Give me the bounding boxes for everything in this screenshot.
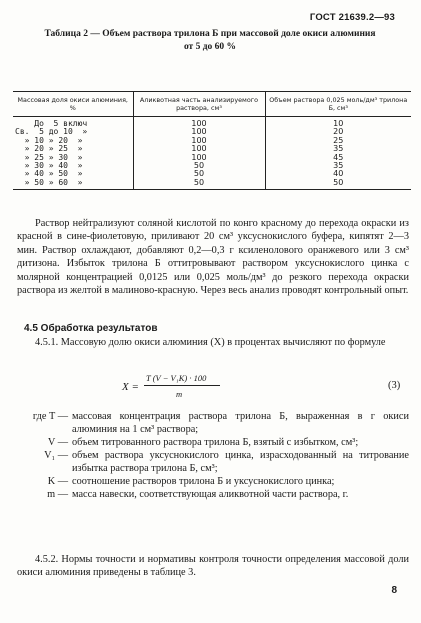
table-cell: 45	[265, 154, 411, 162]
table-cell: » 25 » 30 »	[15, 152, 83, 162]
table-cell: 100	[133, 145, 265, 153]
paragraph-text: 4.5.2. Нормы точности и нормативы контроля точности определения массовой доли окиси алюминия приведены в таблице 3.	[17, 554, 409, 579]
formula	[122, 369, 272, 403]
definition-item	[17, 436, 409, 449]
table-cell: 100	[133, 154, 265, 162]
table-cell: » 40 » 50 »	[15, 169, 83, 179]
column-header: Массовая доля окиси алюминия, %	[13, 92, 133, 117]
table-cell: » 30 » 40 »	[15, 161, 83, 171]
paragraph-text: Раствор нейтрализуют соляной кислотой по конго красному до перехода окраски из красной в сине-фиолетовую, приливают 20 см³ уксуснокислого буфера, кипятят 2—3 мин. Раствор охлаждают, добавляют 0,2—0,3 г ксиленолового оранжевого или 3 см³ дитизона. Избыток трилона Б оттитровывают раствором уксуснокислого цинка с молярной концентрацией 0,0125 или 0,025 моль/дм³ до резкого перехода окраски раствора из желтой в малиново-красную. Через весь анализ проводят контрольный опыт.	[17, 218, 409, 297]
table-row	[13, 179, 411, 190]
definition-text: массовая концентрация раствора трилона Б, выраженная в г окиси алюминия на 1 см³ раствора;	[72, 411, 409, 435]
table-cell: 50	[265, 179, 411, 190]
definition-symbol: где T —	[32, 411, 68, 422]
table-cell: 50	[133, 162, 265, 170]
table-cell: 50	[133, 170, 265, 178]
fraction-bar	[144, 385, 220, 386]
table-header-row	[13, 92, 411, 117]
document-code: ГОСТ 21639.2—93	[309, 12, 395, 23]
table-cell: 100	[133, 117, 265, 129]
variable-definitions	[17, 410, 409, 501]
table-cell: 25	[265, 137, 411, 145]
definition-symbol: K —	[47, 476, 68, 487]
table-cell: 100	[133, 128, 265, 136]
table-cell: 35	[265, 162, 411, 170]
equation-number: (3)	[388, 380, 401, 391]
formula-lhs: X =	[122, 381, 139, 393]
formula-denominator: m	[176, 389, 183, 399]
norms-paragraph	[17, 553, 409, 580]
page-number: 8	[391, 585, 397, 596]
definition-text: соотношение растворов трилона Б и уксуснокислого цинка;	[72, 476, 335, 487]
table-cell: » 20 » 25 »	[15, 144, 83, 154]
definition-text: масса навески, соответствующая аликвотной части раствора, г.	[72, 489, 349, 500]
table-cell: 10	[265, 117, 411, 129]
table-cell: 100	[133, 137, 265, 145]
table-cell: 50	[133, 179, 265, 190]
definition-item	[17, 410, 409, 436]
neutralization-paragraph	[17, 217, 409, 297]
calculation-paragraph	[17, 336, 409, 349]
table-cell: » 10 » 20 »	[15, 135, 83, 145]
table-cell: 35	[265, 145, 411, 153]
table-cell: 20	[265, 128, 411, 136]
volume-table	[13, 91, 411, 190]
column-header: Аликвотная часть анализируемого раствора, см³	[133, 92, 265, 117]
table-cell: » 50 » 60 »	[13, 179, 133, 190]
table-caption: Таблица 2 — Объем раствора трилона Б при массовой доле окиси алюминия	[44, 29, 376, 39]
formula-numerator: T (V − V₁K) · 100	[146, 373, 207, 383]
paragraph-text: 4.5.1. Массовую долю окиси алюминия (X) в процентах вычисляют по формуле	[35, 337, 386, 348]
definition-symbol: V —	[47, 437, 68, 448]
definition-item	[17, 475, 409, 488]
definition-item	[17, 449, 409, 475]
table-caption-range: от 5 до 60 %	[183, 42, 237, 52]
table-cell: До 5 включ	[15, 119, 88, 128]
definition-symbol: m —	[47, 489, 68, 500]
definition-text: объем титрованного раствора трилона Б, взятый с избытком, см³;	[72, 437, 359, 448]
definition-item	[17, 488, 409, 501]
table-cell: 40	[265, 170, 411, 178]
column-header: Объем раствора 0,025 моль/дм³ трилона Б, см³	[265, 92, 411, 117]
definition-symbol: V₁ —	[44, 450, 68, 461]
definition-text: объем раствора уксуснокислого цинка, израсходованный на титрование избытка раствора трилона Б, см³;	[72, 450, 409, 474]
table-cell: Св. 5 до 10 »	[15, 127, 88, 137]
section-heading: 4.5 Обработка результатов	[24, 323, 158, 334]
